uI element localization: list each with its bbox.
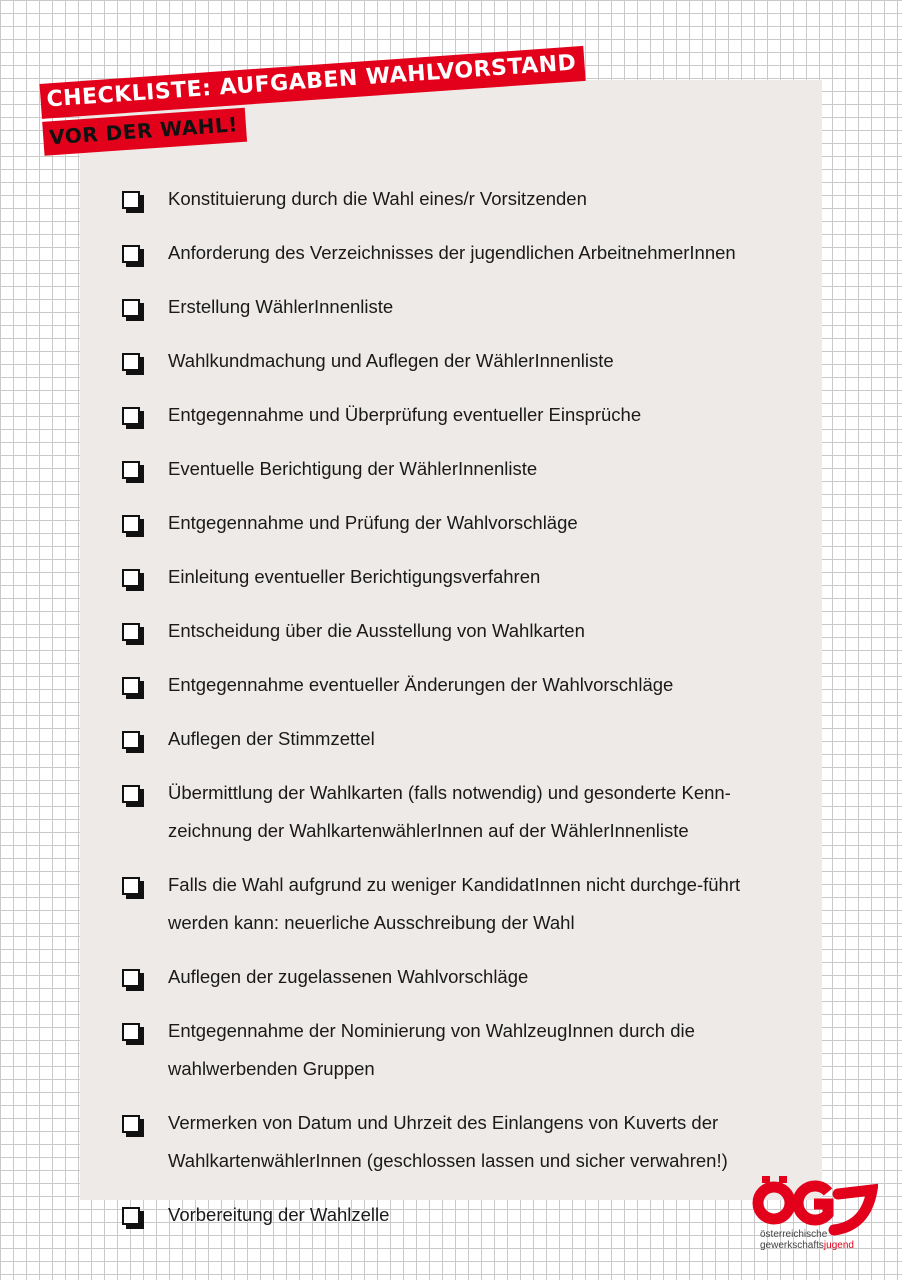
checkbox-icon <box>122 299 140 317</box>
checklist-item-text: Falls die Wahl aufgrund zu weniger KandidatInnen nicht durchge-führt werden kann: neuerliche Ausschreibung der Wahl <box>168 874 741 933</box>
checklist-item-text: Konstituierung durch die Wahl eines/r Vorsitzenden <box>168 188 587 209</box>
checklist-item <box>122 563 802 596</box>
checklist-item <box>122 239 802 272</box>
checklist-item <box>122 185 802 218</box>
checklist-item <box>122 725 802 758</box>
logo-caption <box>760 1229 880 1251</box>
checkbox-icon <box>122 1023 140 1041</box>
checkbox-icon <box>122 877 140 895</box>
logo-caption-line2 <box>760 1240 880 1251</box>
checklist-item-text: Entscheidung über die Ausstellung von Wahlkarten <box>168 620 585 641</box>
checkbox-icon <box>122 1115 140 1133</box>
logo-caption-prefix: gewerkschafts <box>760 1240 824 1251</box>
logo-caption-accent: jugend <box>823 1240 854 1251</box>
checklist-item-text: Entgegennahme und Prüfung der Wahlvorschläge <box>168 512 578 533</box>
checklist-item <box>122 671 802 704</box>
checkbox-icon <box>122 677 140 695</box>
checklist-item <box>122 1109 802 1180</box>
checklist-item-text: Entgegennahme eventueller Änderungen der Wahlvorschläge <box>168 674 674 695</box>
checklist-item <box>122 293 802 326</box>
checkbox-icon <box>122 461 140 479</box>
checklist-item <box>122 617 802 650</box>
checkbox-icon <box>122 1207 140 1225</box>
checklist-item-text: Übermittlung der Wahlkarten (falls notwendig) und gesonderte Kenn-zeichnung der WahlkartenwählerInnen auf der WählerInnenliste <box>168 782 731 841</box>
checklist-item <box>122 779 802 850</box>
checklist-item-text: Auflegen der zugelassenen Wahlvorschläge <box>168 966 529 987</box>
checklist-item-text: Auflegen der Stimmzettel <box>168 728 375 749</box>
checkbox-icon <box>122 245 140 263</box>
checklist-item-text: Eventuelle Berichtigung der WählerInnenliste <box>168 458 538 479</box>
checkbox-icon <box>122 515 140 533</box>
checkbox-icon <box>122 623 140 641</box>
checkbox-icon <box>122 407 140 425</box>
checklist-item-text: Anforderung des Verzeichnisses der jugendlichen ArbeitnehmerInnen <box>168 242 736 263</box>
checklist-item-text: Entgegennahme der Nominierung von WahlzeugInnen durch die wahlwerbenden Gruppen <box>168 1020 695 1079</box>
page-title: CHECKLISTE: AUFGABEN WAHLVORSTAND <box>40 46 586 119</box>
page-subtitle: VOR DER WAHL! <box>42 108 247 156</box>
checklist-item-text: Entgegennahme und Überprüfung eventueller Einsprüche <box>168 404 642 425</box>
checklist-item-text: Vermerken von Datum und Uhrzeit des Einlangens von Kuverts der WahlkartenwählerInnen (geschlossen lassen und sicher verwahren!) <box>168 1112 728 1171</box>
checkbox-icon <box>122 731 140 749</box>
checkbox-icon <box>122 969 140 987</box>
checkbox-icon <box>122 785 140 803</box>
checklist-item-text: Erstellung WählerInnenliste <box>168 296 394 317</box>
checklist-item-text: Vorbereitung der Wahlzelle <box>168 1204 390 1225</box>
checklist-item-text: Wahlkundmachung und Auflegen der WählerInnenliste <box>168 350 614 371</box>
checklist-item <box>122 871 802 942</box>
logo-caption-line1: österreichische <box>760 1229 828 1240</box>
checklist-item <box>122 509 802 542</box>
checklist-item <box>122 401 802 434</box>
checklist-item <box>122 455 802 488</box>
checklist-item <box>122 347 802 380</box>
checklist-item <box>122 1201 802 1234</box>
checklist-item <box>122 963 802 996</box>
checkbox-icon <box>122 353 140 371</box>
checklist-item-text: Einleitung eventueller Berichtigungsverfahren <box>168 566 541 587</box>
checkbox-icon <box>122 191 140 209</box>
checklist <box>122 185 802 1255</box>
checkbox-icon <box>122 569 140 587</box>
checklist-item <box>122 1017 802 1088</box>
